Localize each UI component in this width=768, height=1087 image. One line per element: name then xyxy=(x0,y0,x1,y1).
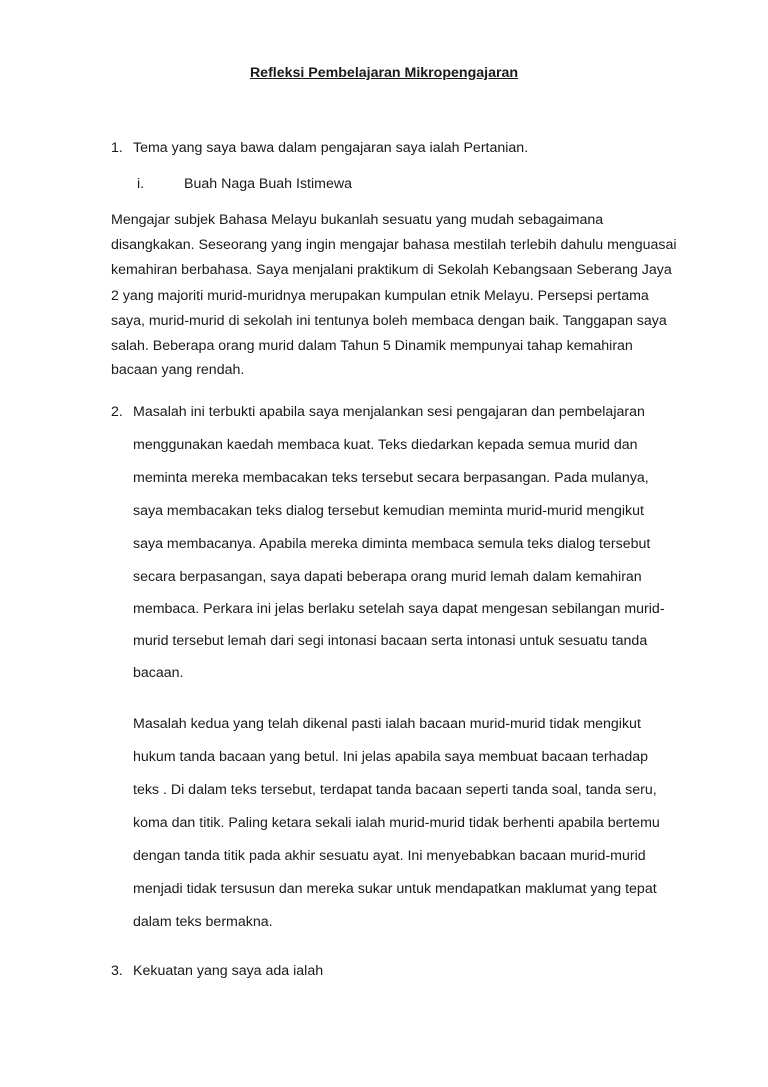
paragraph-line: dengan tanda titik pada akhir sesuatu ayat. Ini menyebabkan bacaan murid-murid xyxy=(133,848,646,864)
paragraph-line: Masalah ini terbukti apabila saya menjalankan sesi pengajaran dan pembelajaran xyxy=(133,404,645,420)
paragraph-line: menjadi tidak tersusun dan mereka sukar untuk mendapatkan maklumat yang tepat xyxy=(133,881,657,897)
paragraph-line: dalam teks bermakna. xyxy=(133,914,273,930)
paragraph-line: meminta mereka membacakan teks tersebut secara berpasangan. Pada mulanya, xyxy=(133,470,649,486)
paragraph-line: teks . Di dalam teks tersebut, terdapat tanda bacaan seperti tanda soal, tanda seru, xyxy=(133,782,657,798)
paragraph-line: hukum tanda bacaan yang betul. Ini jelas apabila saya membuat bacaan terhadap xyxy=(133,749,649,765)
paragraph-line: kemahiran berbahasa. Saya menjalani praktikum di Sekolah Kebangsaan Seberang Jaya xyxy=(111,262,672,278)
item-2-number: 2. xyxy=(111,404,123,420)
item-1-sub-text: Buah Naga Buah Istimewa xyxy=(184,176,352,192)
paragraph-line: saya membacakan teks dialog tersebut kemudian meminta murid-murid mengikut xyxy=(133,503,644,519)
paragraph-line: 2 yang majoriti murid-muridnya merupakan kumpulan etnik Melayu. Persepsi pertama xyxy=(111,288,649,304)
item-3-number: 3. xyxy=(111,963,123,979)
item-1-number: 1. xyxy=(111,140,123,156)
paragraph-line: disangkakan. Seseorang yang ingin mengajar bahasa mestilah terlebih dahulu menguasai xyxy=(111,237,677,253)
paragraph-line: Masalah kedua yang telah dikenal pasti ialah bacaan murid-murid tidak mengikut xyxy=(133,716,641,732)
item-1-text: Tema yang saya bawa dalam pengajaran saya ialah Pertanian. xyxy=(133,140,529,156)
item-1-sub-number: i. xyxy=(137,176,145,192)
paragraph-line: saya, murid-murid di sekolah ini tentunya boleh membaca dengan baik. Tanggapan saya xyxy=(111,313,667,329)
paragraph-line: Mengajar subjek Bahasa Melayu bukanlah sesuatu yang mudah sebagaimana xyxy=(111,212,604,228)
item-3-text: Kekuatan yang saya ada ialah xyxy=(133,963,324,979)
paragraph-line: murid tersebut lemah dari segi intonasi bacaan serta intonasi untuk sesuatu tanda xyxy=(133,633,648,649)
paragraph-line: saya membacanya. Apabila mereka diminta membaca semula teks dialog tersebut xyxy=(133,536,651,552)
paragraph-line: bacaan. xyxy=(133,665,184,681)
page-title: Refleksi Pembelajaran Mikropengajaran xyxy=(249,65,519,81)
paragraph-line: menggunakan kaedah membaca kuat. Teks diedarkan kepada semua murid dan xyxy=(133,437,638,453)
paragraph-line: koma dan titik. Paling ketara sekali ialah murid-murid tidak berhenti apabila bertemu xyxy=(133,815,660,831)
paragraph-line: salah. Beberapa orang murid dalam Tahun 5 Dinamik mempunyai tahap kemahiran xyxy=(111,338,633,354)
paragraph-line: secara berpasangan, saya dapati beberapa orang murid lemah dalam kemahiran xyxy=(133,569,642,585)
paragraph-line: membaca. Perkara ini jelas berlaku setelah saya dapat mengesan sebilangan murid- xyxy=(133,601,665,617)
paragraph-line: bacaan yang rendah. xyxy=(111,362,245,378)
